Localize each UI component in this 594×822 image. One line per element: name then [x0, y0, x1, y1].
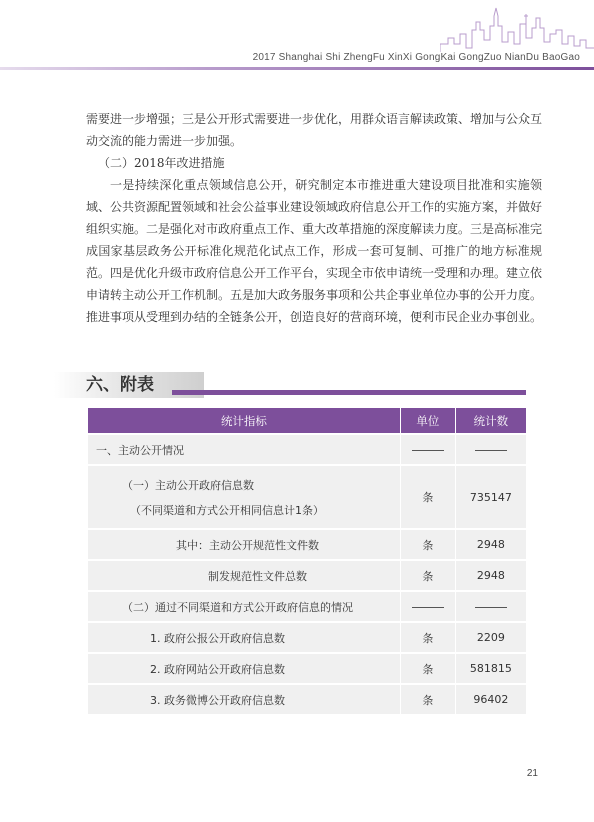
table-row	[88, 684, 526, 714]
row-label: 3. 政务微博公开政府信息数	[88, 684, 400, 714]
row-label	[88, 465, 400, 529]
row-value: 2948	[455, 529, 526, 560]
subsection-heading: （二）2018年改进措施	[98, 156, 225, 170]
row-label: （二）通过不同渠道和方式公开政府信息的情况	[88, 591, 400, 622]
body-paragraph-1: 需要进一步增强；三是公开形式需要进一步优化，用群众语言解读政策、增加与公众互动交流的能力需进一步加强。	[86, 112, 543, 148]
header-divider	[0, 67, 594, 70]
table-row	[88, 622, 526, 653]
section-heading-bar	[172, 390, 526, 395]
city-skyline-decoration	[440, 4, 594, 52]
table-row	[88, 434, 526, 465]
row-unit-dash	[400, 434, 455, 465]
table-row	[88, 591, 526, 622]
statistics-table	[88, 408, 526, 714]
table-row	[88, 653, 526, 684]
header-indicator: 统计指标	[88, 408, 400, 434]
row-unit: 条	[400, 560, 455, 591]
row-label: 制发规范性文件总数	[88, 560, 400, 591]
body-paragraph-2: 一是持续深化重点领域信息公开，研究制定本市推进重大建设项目批准和实施领域、公共资源配置领域和社会公益事业建设领域政府信息公开工作的实施方案，并做好组织实施。二是强化对市政府重点工作、重大改革措施的深度解读力度。三是高标准完成国家基层政务公开标准化规范化试点工作，形成一套可复制、可推广的地方标准规范。四是优化升级市政府信息公开工作平台，实现全市依申请统一受理和办理。建立依申请转主动公开工作机制。五是加大政务服务事项和公共企事业单位办事的公开力度。推进事项从受理到办结的全链条公开，创造良好的营商环境，便利市民企业办事创业。	[86, 178, 543, 324]
row-value-dash	[455, 591, 526, 622]
row-unit-dash	[400, 591, 455, 622]
page-number: 21	[526, 768, 538, 779]
table-row	[88, 529, 526, 560]
row-label: 1. 政府公报公开政府信息数	[88, 622, 400, 653]
row-label: 一、主动公开情况	[88, 434, 400, 465]
row-unit: 条	[400, 529, 455, 560]
header-value: 统计数	[455, 408, 526, 434]
row-label: 其中：主动公开规范性文件数	[88, 529, 400, 560]
row-label-line1: （一）主动公开政府信息数	[122, 478, 254, 492]
row-unit: 条	[400, 684, 455, 714]
row-label-line2: （不同渠道和方式公开相同信息计1条）	[130, 503, 324, 517]
row-value: 581815	[455, 653, 526, 684]
table-row	[88, 465, 526, 529]
row-unit: 条	[400, 465, 455, 529]
table-row	[88, 560, 526, 591]
row-unit: 条	[400, 653, 455, 684]
row-value: 735147	[455, 465, 526, 529]
row-unit: 条	[400, 622, 455, 653]
row-value: 96402	[455, 684, 526, 714]
report-header-title: 2017 Shanghai Shi ZhengFu XinXi GongKai GongZuo NianDu BaoGao	[252, 52, 580, 63]
row-label: 2. 政府网站公开政府信息数	[88, 653, 400, 684]
section-heading: 六、附表	[86, 375, 154, 395]
row-value: 2948	[455, 560, 526, 591]
table-header-row	[88, 408, 526, 434]
row-value-dash	[455, 434, 526, 465]
header-unit: 单位	[400, 408, 455, 434]
row-value: 2209	[455, 622, 526, 653]
